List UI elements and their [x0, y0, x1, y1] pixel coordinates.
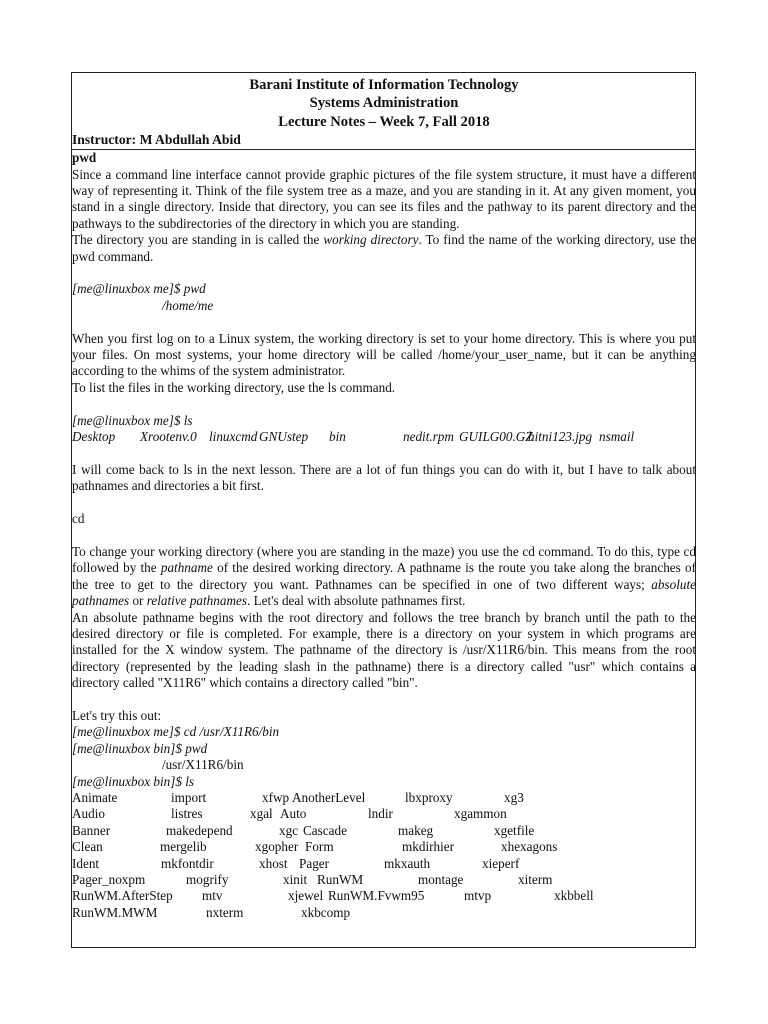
- institute-title: Barani Institute of Information Technology: [249, 77, 519, 93]
- listing-row: RunWM.AfterStep mtv xjewel RunWM.Fvwm95 mtvp xkbbell: [72, 888, 594, 904]
- listing-row: Animate import xfwp AnotherLevel lbxproxy xg3: [72, 789, 524, 805]
- pwd-para-2: The directory you are standing in is called the working directory. To find the name of the working directory, use the pwd command.: [72, 232, 696, 264]
- cd-para-1: To change your working directory (where you are standing in the maze) you use the cd command. To do this, type cd followed by the pathname of the desired working directory. A pathname is the route you take along the branches of the tree to get to the directory you want. Pathnames can be specified in one of two different ways; absolute pathnames or relative pathnames. Let's deal with absolute pathnames first.: [72, 543, 696, 609]
- cd-command: [me@linuxbox me]$ cd /usr/X11R6/bin: [72, 724, 280, 740]
- cd-ls-command: [me@linuxbox bin]$ ls: [72, 773, 195, 789]
- ls-command: [me@linuxbox me]$ ls: [72, 412, 193, 428]
- cd-para-2: An absolute pathname begins with the root directory and follows the tree branch by branch until the path to the desired directory or file is completed. For example, there is a directory on your system in which programs are installed for the X window system. The pathname of the directory is /usr/X11R6/bin. This means from the root directory (represented by the leading slash in the pathname) there is a directory called "usr" which contains a directory called "X11R6" which contains a directory called "bin".: [72, 609, 696, 691]
- listing-row: Ident mkfontdir xhost Pager mkxauth xieperf: [72, 855, 520, 871]
- listing-row: Clean mergelib xgopher Form mkdirhier xhexagons: [72, 839, 558, 855]
- pwd-para-5: I will come back to ls in the next lesson. There are a lot of fun things you can do with it, but I have to talk about pathnames and directories a bit first.: [72, 461, 696, 494]
- cd-pwd-command: [me@linuxbox bin]$ pwd: [72, 740, 208, 756]
- cd-para-3: Let's try this out:: [72, 707, 162, 723]
- pwd-para-1: Since a command line interface cannot provide graphic pictures of the file system structure, it must have a different way of representing it. Think of the file system tree as a maze, and you are standing in it. At any given moment, you stand in a single directory. Inside that directory, you can see its files and the pathway to its parent directory and the pathways to the subdirectories of the directory in which you are standing.: [72, 166, 696, 231]
- listing-row: Banner makedepend xgc Cascade makeg xgetfile: [72, 822, 535, 838]
- pwd-para-4: To list the files in the working directory, use the ls command.: [72, 379, 396, 395]
- pwd-command: [me@linuxbox me]$ pwd: [72, 281, 206, 297]
- course-title: Systems Administration: [309, 95, 459, 112]
- bin-listing: [72, 790, 696, 921]
- pwd-heading: pwd: [72, 150, 97, 166]
- cd-heading: cd: [72, 511, 85, 527]
- listing-row: Audio listres xgal Auto lndir xgammon: [72, 806, 507, 822]
- lecture-notes-document: [72, 76, 696, 921]
- ls-output: Desktop Xrootenv.0 linuxcmd GNUstep bin nedit.rpm GUILG00.GZ hitni123.jpg nsmail: [72, 429, 635, 445]
- listing-row: Pager_noxpm mogrify xinit RunWM montage xiterm: [72, 871, 553, 887]
- cd-pwd-output: /usr/X11R6/bin: [162, 757, 244, 773]
- lecture-title: Lecture Notes – Week 7, Fall 2018: [278, 113, 490, 130]
- pwd-output: /home/me: [162, 297, 214, 313]
- instructor-line: Instructor: M Abdullah Abid: [72, 131, 696, 150]
- pwd-para-3: When you first log on to a Linux system, the working directory is set to your home directory. This is where you put your files. On most systems, your home directory will be called /home/your_user_name, but it can be anything according to the whims of the system administrator.: [72, 330, 696, 379]
- listing-row: RunWM.MWM nxterm xkbcomp: [72, 904, 351, 920]
